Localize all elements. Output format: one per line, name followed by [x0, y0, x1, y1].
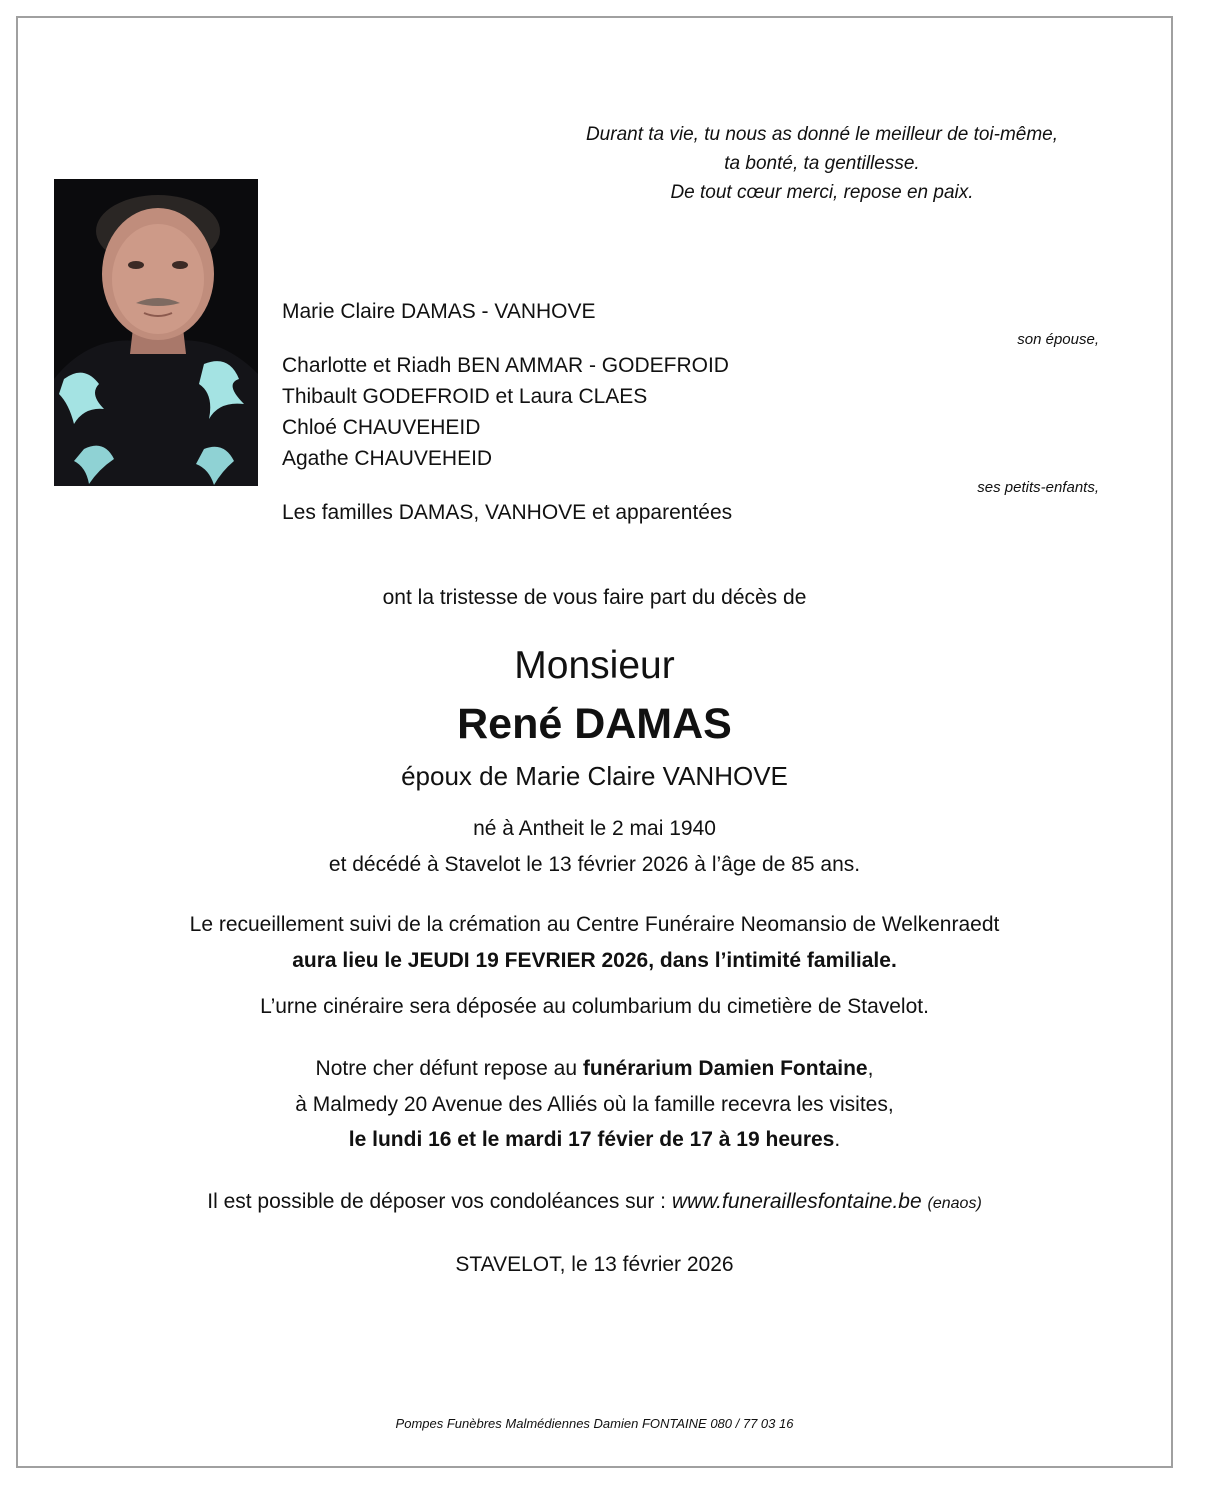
- announcement: ont la tristesse de vous faire part du décès de: [382, 586, 807, 609]
- portrait-photo: [54, 179, 258, 486]
- deceased-name: René DAMAS: [457, 700, 732, 748]
- grandchild-1: Charlotte et Riadh BEN AMMAR - GODEFROID: [282, 354, 729, 377]
- condolences-prefix: Il est possible de déposer vos condoléances sur :: [207, 1190, 672, 1213]
- poem: [470, 120, 1174, 207]
- condolences-line: [16, 1190, 1173, 1214]
- funerarium-name: funérarium Damien Fontaine: [582, 1057, 868, 1080]
- poem-line-2: ta bonté, ta gentillesse.: [724, 153, 920, 174]
- condolences-note: (enaos): [927, 1195, 982, 1212]
- footer: Pompes Funèbres Malmédiennes Damien FONTAINE 080 / 77 03 16: [395, 1416, 794, 1431]
- honorific: Monsieur: [514, 644, 675, 687]
- ceremony-line-2: aura lieu le JEUDI 19 FEVRIER 2026, dans l’intimité familiale.: [292, 949, 897, 972]
- visits-line-1-suffix: ,: [867, 1057, 874, 1080]
- grandchildren-role: ses petits-enfants,: [977, 479, 1099, 496]
- death-line: et décédé à Stavelot le 13 février 2026 à l’âge de 85 ans.: [328, 853, 861, 876]
- poem-line-3: De tout cœur merci, repose en paix.: [670, 182, 974, 203]
- visits-line-2: à Malmedy 20 Avenue des Alliés où la famille recevra les visites,: [295, 1093, 894, 1116]
- visits-line-1-prefix: Notre cher défunt repose au: [315, 1057, 583, 1080]
- poem-line-1: Durant ta vie, tu nous as donné le meilleur de toi-même,: [585, 124, 1059, 145]
- families-line: Les familles DAMAS, VANHOVE et apparentées: [282, 501, 733, 524]
- urn-line: L’urne cinéraire sera déposée au columbarium du cimetière de Stavelot.: [260, 995, 929, 1018]
- grandchild-2: Thibault GODEFROID et Laura CLAES: [282, 385, 648, 408]
- visits-line-1: [16, 1057, 1173, 1081]
- spouse-role: son épouse,: [1017, 331, 1099, 348]
- visits-line-3-suffix: .: [834, 1128, 841, 1151]
- place-date: STAVELOT, le 13 février 2026: [455, 1253, 734, 1276]
- condolences-url[interactable]: www.funeraillesfontaine.be: [671, 1190, 922, 1213]
- birth-line: né à Antheit le 2 mai 1940: [473, 817, 716, 840]
- grandchild-3: Chloé CHAUVEHEID: [282, 416, 481, 439]
- grandchild-4: Agathe CHAUVEHEID: [282, 447, 493, 470]
- visits-line-3: [16, 1128, 1173, 1152]
- deceased-spouse-line: époux de Marie Claire VANHOVE: [401, 761, 788, 791]
- spouse-name: Marie Claire DAMAS - VANHOVE: [282, 300, 596, 323]
- ceremony-line-1: Le recueillement suivi de la crémation au Centre Funéraire Neomansio de Welkenraedt: [189, 913, 1000, 936]
- visiting-hours: le lundi 16 et le mardi 17 févier de 17 à 19 heures: [348, 1128, 835, 1151]
